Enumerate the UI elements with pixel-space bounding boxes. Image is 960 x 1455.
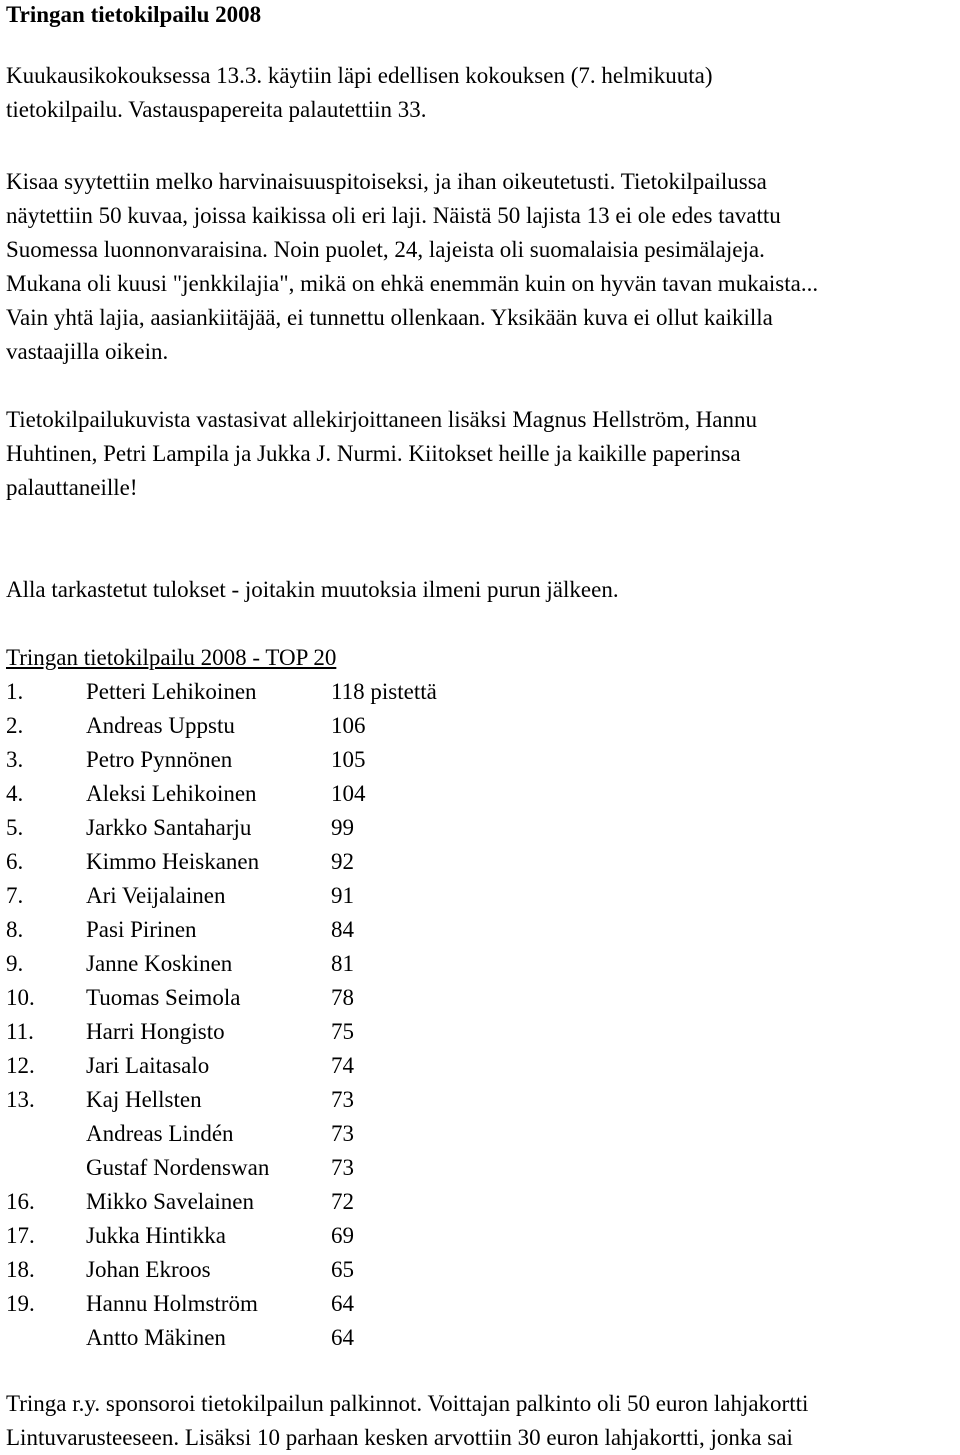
sponsor-paragraph <box>6 1387 808 1455</box>
paragraph-line: Tringa r.y. sponsoroi tietokilpailun palkinnot. Voittajan palkinto oli 50 euron lahjakortti <box>6 1391 809 1416</box>
rank: 13. <box>6 1087 35 1112</box>
points: 73 <box>331 1121 354 1146</box>
intro-paragraph <box>6 59 713 127</box>
list-item <box>6 1151 437 1185</box>
rank <box>6 1151 86 1185</box>
paragraph-line: Huhtinen, Petri Lampila ja Jukka J. Nurmi. Kiitokset heille ja kaikille paperinsa <box>6 441 741 466</box>
paragraph-line: Suomessa luonnonvaraisina. Noin puolet, 24, lajeista oli suomalaisia pesimälajeja. <box>6 237 765 262</box>
contestant-name: Hannu Holmström <box>86 1291 258 1316</box>
list-item <box>6 981 437 1015</box>
results-note-text: Alla tarkastetut tulokset - joitakin muutoksia ilmeni purun jälkeen. <box>6 577 619 602</box>
contestant-name: Jukka Hintikka <box>86 1223 226 1248</box>
list-item <box>6 913 437 947</box>
contestant-name: Andreas Uppstu <box>86 713 235 738</box>
paragraph-line: Kisaa syytettiin melko harvinaisuuspitoiseksi, ja ihan oikeutetusti. Tietokilpailussa <box>6 169 767 194</box>
contestant-name: Andreas Lindén <box>86 1121 234 1146</box>
contestant-name: Jari Laitasalo <box>86 1053 210 1078</box>
points: 73 <box>331 1155 354 1180</box>
points: 74 <box>331 1053 354 1078</box>
list-item <box>6 1015 437 1049</box>
rank: 6. <box>6 849 24 874</box>
results-note <box>6 573 619 607</box>
paragraph-line: Kuukausikokouksessa 13.3. käytiin läpi edellisen kokouksen (7. helmikuuta) <box>6 63 713 88</box>
contestant-name: Mikko Savelainen <box>86 1189 254 1214</box>
page-title: Tringan tietokilpailu 2008 <box>6 2 262 27</box>
rank: 10. <box>6 985 35 1010</box>
analysis-paragraph <box>6 165 818 369</box>
rank: 19. <box>6 1291 35 1316</box>
paragraph-line: näytettiin 50 kuvaa, joissa kaikissa oli eri laji. Näistä 50 lajista 13 ei ole edes tavattu <box>6 203 781 228</box>
list-item <box>6 1253 437 1287</box>
points: 105 <box>331 747 366 772</box>
points: 104 <box>331 781 366 806</box>
points: 99 <box>331 815 354 840</box>
rank: 2. <box>6 713 24 738</box>
list-item <box>6 811 437 845</box>
rank: 1. <box>6 679 24 704</box>
contestant-name: Kaj Hellsten <box>86 1087 202 1112</box>
rank: 9. <box>6 951 24 976</box>
points: 72 <box>331 1189 354 1214</box>
points: 64 <box>331 1325 354 1350</box>
paragraph-line: Lintuvarusteeseen. Lisäksi 10 parhaan kesken arvottiin 30 euron lahjakortti, jonka sai <box>6 1425 793 1450</box>
rank: 18. <box>6 1257 35 1282</box>
list-item <box>6 1321 437 1355</box>
points: 106 <box>331 713 366 738</box>
points: 92 <box>331 849 354 874</box>
paragraph-line: Mukana oli kuusi "jenkkilajia", mikä on ehkä enemmän kuin on hyvän tavan mukaista... <box>6 271 819 296</box>
contestant-name: Petteri Lehikoinen <box>86 679 257 704</box>
rank: 7. <box>6 883 24 908</box>
list-item <box>6 1117 437 1151</box>
paragraph-line: palauttaneille! <box>6 475 138 500</box>
rank: 8. <box>6 917 24 942</box>
credits-paragraph <box>6 403 757 505</box>
rank: 5. <box>6 815 24 840</box>
paragraph-line: Vain yhtä lajia, aasiankiitäjää, ei tunnettu ollenkaan. Yksikään kuva ei ollut kaikilla <box>6 305 773 330</box>
rank: 4. <box>6 781 24 806</box>
points: 65 <box>331 1257 354 1282</box>
standings-list <box>6 675 437 1355</box>
contestant-name: Aleksi Lehikoinen <box>86 781 257 806</box>
contestant-name: Harri Hongisto <box>86 1019 225 1044</box>
contestant-name: Antto Mäkinen <box>86 1325 226 1350</box>
contestant-name: Tuomas Seimola <box>86 985 241 1010</box>
points: 73 <box>331 1087 354 1112</box>
contestant-name: Kimmo Heiskanen <box>86 849 260 874</box>
rank: 16. <box>6 1189 35 1214</box>
points: 69 <box>331 1223 354 1248</box>
rank <box>6 1321 86 1355</box>
points: 91 <box>331 883 354 908</box>
list-item <box>6 879 437 913</box>
points: 64 <box>331 1291 354 1316</box>
paragraph-line: Tietokilpailukuvista vastasivat allekirjoittaneen lisäksi Magnus Hellström, Hannu <box>6 407 758 432</box>
contestant-name: Pasi Pirinen <box>86 917 197 942</box>
contestant-name: Janne Koskinen <box>86 951 233 976</box>
top20-heading: Tringan tietokilpailu 2008 - TOP 20 <box>6 645 337 670</box>
list-item <box>6 675 437 709</box>
list-item <box>6 743 437 777</box>
points: 118 pistettä <box>331 679 437 704</box>
list-item <box>6 1185 437 1219</box>
paragraph-line: tietokilpailu. Vastauspapereita palautettiin 33. <box>6 97 427 122</box>
contestant-name: Johan Ekroos <box>86 1257 211 1282</box>
points: 84 <box>331 917 354 942</box>
list-item <box>6 1287 437 1321</box>
list-item <box>6 777 437 811</box>
list-item <box>6 1219 437 1253</box>
points: 81 <box>331 951 354 976</box>
list-item <box>6 845 437 879</box>
rank: 11. <box>6 1019 34 1044</box>
rank: 17. <box>6 1223 35 1248</box>
rank <box>6 1117 86 1151</box>
list-item <box>6 709 437 743</box>
list-item <box>6 1049 437 1083</box>
contestant-name: Gustaf Nordenswan <box>86 1155 270 1180</box>
list-item <box>6 1083 437 1117</box>
contestant-name: Petro Pynnönen <box>86 747 233 772</box>
rank: 12. <box>6 1053 35 1078</box>
list-item <box>6 947 437 981</box>
points: 75 <box>331 1019 354 1044</box>
rank: 3. <box>6 747 24 772</box>
points: 78 <box>331 985 354 1010</box>
contestant-name: Ari Veijalainen <box>86 883 226 908</box>
paragraph-line: vastaajilla oikein. <box>6 339 169 364</box>
contestant-name: Jarkko Santaharju <box>86 815 252 840</box>
